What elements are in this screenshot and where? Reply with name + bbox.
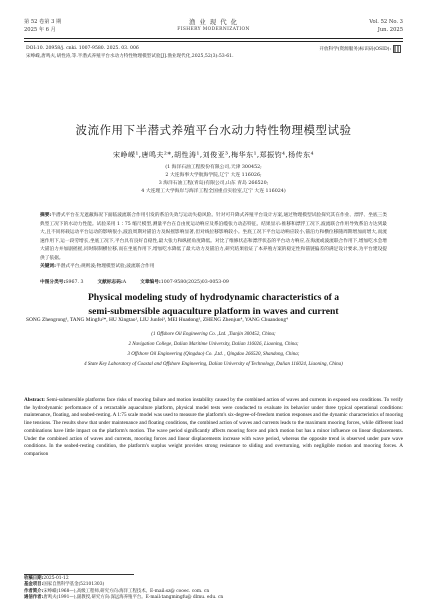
qr-code-icon xyxy=(393,45,401,53)
abstract-cn xyxy=(40,212,387,264)
abstract-en-label: Abstract: xyxy=(24,397,46,403)
abstract-cn-text: 半潜式平台在无遮蔽海况下面临波流联合作用引发的系泊失效与运动失稳风险。针对可升降式养殖平台设计方案,通过物理模型试验探究其在作业、漂浮、坐底三类典型工况下的水动力性能。试验采用 1∶75 缩尺模型,测量平台在自由度运动响应及系泊缆张力动态特征。结果显示:推移和漂浮工况下,波流联合作用导致系泊力达到最大,且不同将载运动平台运动的影响很小,波浪周期对锚泊力及纵摇影响显著,但对线位移影响较小。坐底工况下平台运动响应较小,锚泊力和横位移随周期增加而增大,而流速作用下,运一段劳增长,坐底工况下,平台具有良好自稳性,最大张力和纵摇角度降低。对比了维修状态和漂浮状态的平台动力响应,在海流或波流联合作用下,增加吃水会增大锚泊力并加剧摇摇,同时限制横位移,而在坐底作用下,增加吃水降低了最大动力及锚泊力,研究结果验证了本养殖方案的稳定性和锚链偏差的满足设计要求,为平台建设提供了依据。 xyxy=(40,213,388,261)
title-cn: 波流作用下半潜式养殖平台水动力特性物理模型试验 xyxy=(75,123,352,137)
affiliation-cn-1: (1 海洋石油工程股份有限公司,天津 300452; xyxy=(165,165,262,170)
header-rule-thin xyxy=(24,41,403,42)
title-en xyxy=(0,291,427,318)
abstract-en-text: Semi-submersible platforms face risks of mooring failure and motion instability caused by the combined action of waves and currents in exposed sea conditions. To verify the hydrodynamic performance of a retractable aquaculture platform, physical model tests were conducted to evaluate its behavior under three typical operational conditions: maintenance, floating, and seabed-resting. A 1∶75 scale model was used to measure the platform's six-degree-of-freedom motion responses and the dynamic characteristics of mooring line tensions. The results show that under maintenance and floating conditions, the combined action of waves and currents leads to the maximum mooring forces, while different load combinations have little impact on the platform's motion. The wave period significantly affects mooring force and pitch motion but has a minor influence on linear displacements. Under the combined action of waves and currents, mooring forces and linear displacements increase with wave period, whereas the opposite trend is observed under pure wave conditions. In the seabed-resting condition, the platform's surplus weight provides strong resistance to sliding and overturning, with negligible motion and mooring forces. A comparison xyxy=(24,397,404,457)
footnotes xyxy=(24,576,403,601)
volume-issue-en: Vol. 52 No. 3 xyxy=(369,19,403,25)
issue-date-en: Jun. 2025 xyxy=(377,27,403,33)
affiliation-cn-2: 2 大连海事大学航海学院,辽宁 大连 116026; xyxy=(165,173,262,178)
fund-text: 国家自然科学基金(52101303) xyxy=(43,582,105,588)
journal-name-cn: 渔 业 现 代 化 xyxy=(188,18,239,26)
clc-value: S967. 3 xyxy=(65,280,84,285)
keywords-cn xyxy=(40,263,387,270)
osid-badge xyxy=(319,45,401,53)
affiliation-en-2: 2 Navigation College, Dalian Maritime University, Dalian 116026, Liaoning, China; xyxy=(128,342,299,347)
received-date: 2025-01-12 xyxy=(43,576,69,581)
citation: 宋峥嵘,唐鸣夫,胡性涛,等.半潜式养殖平台水动力特性物理模型试验[J].渔业现代化,2025,52(3):53-61. xyxy=(26,54,234,59)
journal-name xyxy=(24,18,403,34)
article-number xyxy=(140,279,229,286)
classification-line xyxy=(40,279,387,286)
osid-label: 开放科学(资源服务)标识码(OSID): xyxy=(319,46,391,52)
article-no-value: 1007-9580(2025)03-0053-09 xyxy=(160,280,229,285)
clc-label: 中图分类号: xyxy=(40,280,66,285)
affiliation-cn-3: 3 海洋石油工程(青岛)有限公司,山东 青岛 266520; xyxy=(158,181,269,186)
journal-name-en: FISHERY MODERNIZATION xyxy=(177,27,250,32)
title-en-line-1: Physical modeling study of hydrodynamic characteristics of a xyxy=(87,292,340,303)
affiliation-cn-4: 4 大连理工大学海岸与海洋工程全国重点实验室,辽宁 大连 116024) xyxy=(141,189,286,194)
keywords-cn-text: 半潜式平台;规则波;物理模型试验;波流联合作用 xyxy=(55,264,155,269)
doc-code-value: A xyxy=(122,280,127,285)
authors-en: SONG Zhengrong¹, TANG Mingfu²*, HU Xingtao¹, LIU Junfei³, MEI Huadong¹, ZHENG Zhenjun⁴, YANG Chuandong⁴ xyxy=(26,317,288,323)
authors-cn: 宋峥嵘¹,唐鸣夫²*,胡性涛¹,刘俊亚³,梅华东¹,郑振钧⁴,杨传东⁴ xyxy=(113,151,314,159)
document-code xyxy=(97,279,126,286)
received-label: 收稿日期: xyxy=(24,576,44,581)
doc-code-label: 文献标志码: xyxy=(97,280,123,285)
header-rule-thick xyxy=(24,38,403,39)
abstract-cn-label: 摘要: xyxy=(40,213,52,218)
affiliation-en-1: (1 Offshore Oil Engineering Co. ,Ltd. ,Tianjin 300452, China; xyxy=(151,332,276,337)
issue-date: 2025 年 6 月 xyxy=(24,27,56,33)
author-bio-label: 作者简介: xyxy=(24,588,44,594)
fund-label: 基金项目: xyxy=(24,582,44,588)
corresponding-text: 唐鸣夫(1991—),副教授,研究方向:深远海养殖平台。E-mail:tangmingfu@ dlmu. edu. cn xyxy=(43,594,224,600)
clc-code xyxy=(40,279,83,286)
volume-issue: 第 52 卷第 3 期 xyxy=(24,19,62,25)
author-bio-text: 宋峥嵘(1968—),高级工程师,研究方向:海洋工程技术。E-mail:sz@ cooec. com. cn xyxy=(43,588,210,594)
issue-info-en xyxy=(369,18,403,34)
affiliation-en-3: 3 Offshore Oil Engineering (Qingdao) Co. ,Ltd. , Qingdao 266520, Shandong, China; xyxy=(127,352,300,357)
abstract-en xyxy=(24,397,403,459)
doi[interactable]: DOI:10. 20958/j. cnki. 1007-9580. 2025. 03. 006 xyxy=(26,46,139,51)
keywords-cn-label: 关键词: xyxy=(40,264,56,269)
footnote-corresponding xyxy=(24,595,403,601)
title-en-line-2: semi-submersible aquaculture platform in waves and current xyxy=(88,305,339,317)
article-no-label: 文章编号: xyxy=(140,280,161,285)
footnote-rule xyxy=(24,574,134,575)
corresponding-label: 通信作者: xyxy=(24,594,44,600)
affiliation-en-4: 4 State Key Laboratory of Coastal and Offshore Engineering, Dalian University of Technology, Dalian 116024, Liaoning, China) xyxy=(84,362,343,367)
